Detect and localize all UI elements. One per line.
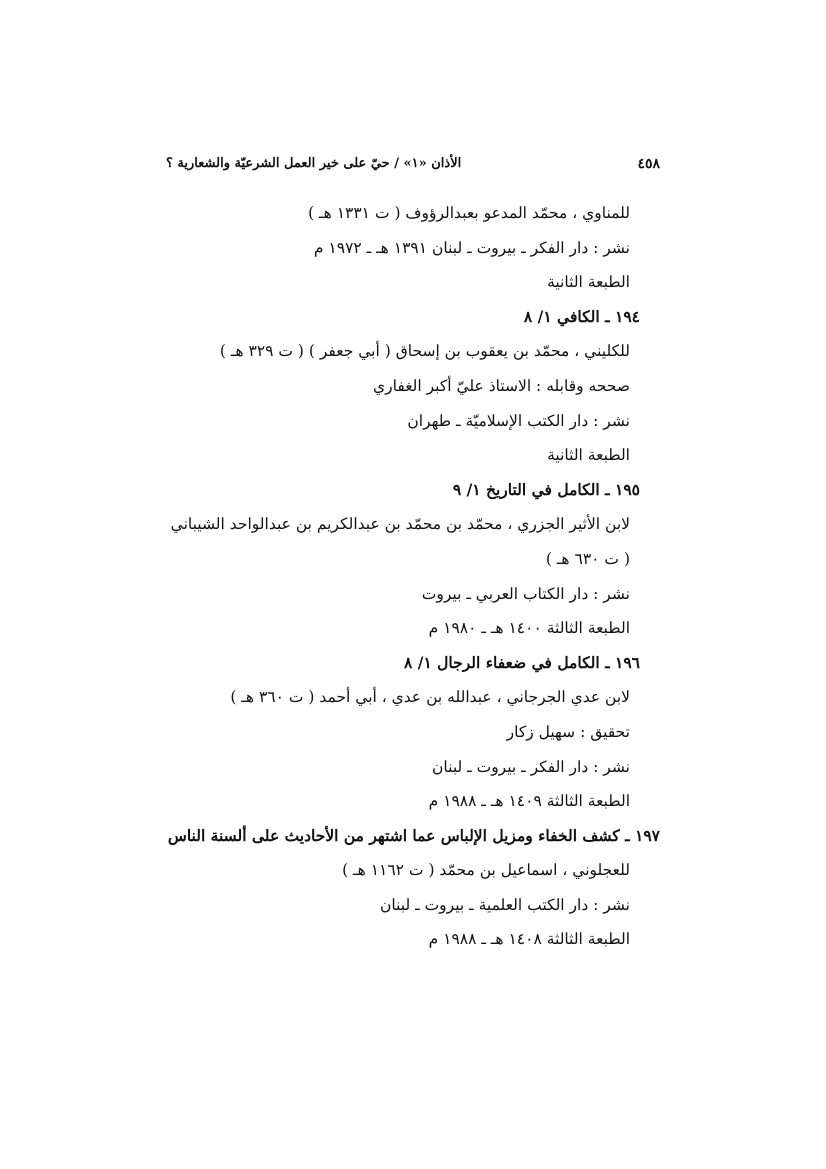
page-number: ٤٥٨ xyxy=(637,156,660,172)
entry-detail-line: لابن عدي الجرجاني ، عبدالله بن عدي ، أبي أحمد ( ت ٣٦٠ هـ ) xyxy=(230,688,630,707)
entry-detail-line: ( ت ٦٣٠ هـ ) xyxy=(545,549,630,568)
entry-detail-line: الطبعة الثالثة ١٤٠٨ هـ ـ ١٩٨٨ م xyxy=(428,930,630,949)
entry-detail-line: للكليني ، محمّد بن يعقوب بن إسحاق ( أبي جعفر ) ( ت ٣٢٩ هـ ) xyxy=(219,342,630,361)
entry-heading: ١٩٦ ـ الكامل في ضعفاء الرجال ١/ ٨ xyxy=(404,652,640,672)
entry-detail-line: تحقيق : سهيل زكار xyxy=(506,722,630,741)
entry-detail-line: نشر : دار الفكر ـ بيروت ـ لبنان ١٣٩١ هـ ـ ١٩٧٢ م xyxy=(313,238,630,257)
entry-heading: ١٩٧ ـ كشف الخفاء ومزيل الإلباس عما اشتهر من الأحاديث على ألسنة الناس xyxy=(167,825,660,845)
entry-detail-line: للعجلوني ، اسماعيل بن محمّد ( ت ١١٦٢ هـ ) xyxy=(342,861,630,880)
entry-detail-line: الطبعة الثانية xyxy=(547,273,630,292)
entry-heading: ١٩٤ ـ الكافي ١/ ٨ xyxy=(523,306,640,326)
entry-detail-line: نشر : دار الكتب الإسلاميّة ـ طهران xyxy=(407,411,630,430)
entry-heading: ١٩٥ ـ الكامل في التاريخ ١/ ٩ xyxy=(452,479,640,499)
entry-detail-line: لابن الأثير الجزري ، محمّد بن محمّد بن عبدالكريم بن عبدالواحد الشيباني xyxy=(170,515,630,534)
bibliography-list xyxy=(150,196,660,957)
page-header xyxy=(166,154,660,178)
entry-detail-line: الطبعة الثانية xyxy=(547,446,630,465)
running-title: الأذان «١» / حيّ على خير العمل الشرعيّة والشعارية ؟ xyxy=(166,156,462,171)
entry-detail-line: للمناوي ، محمّد المدعو بعبدالرؤوف ( ت ١٣٣١ هـ ) xyxy=(308,204,630,222)
entry-detail-line: الطبعة الثالثة ١٤٠٩ هـ ـ ١٩٨٨ م xyxy=(428,792,630,811)
entry-detail-line: الطبعة الثالثة ١٤٠٠ هـ ـ ١٩٨٠ م xyxy=(428,619,630,638)
entry-detail-line: نشر : دار الفكر ـ بيروت ـ لبنان xyxy=(432,757,630,776)
entry-detail-line: نشر : دار الكتب العلمية ـ بيروت ـ لبنان xyxy=(380,895,630,914)
entry-detail-line: صححه وقابله : الاستاذ عليّ أكبر الغفاري xyxy=(373,376,630,395)
entry-detail-line: نشر : دار الكتاب العربي ـ بيروت xyxy=(421,584,630,603)
